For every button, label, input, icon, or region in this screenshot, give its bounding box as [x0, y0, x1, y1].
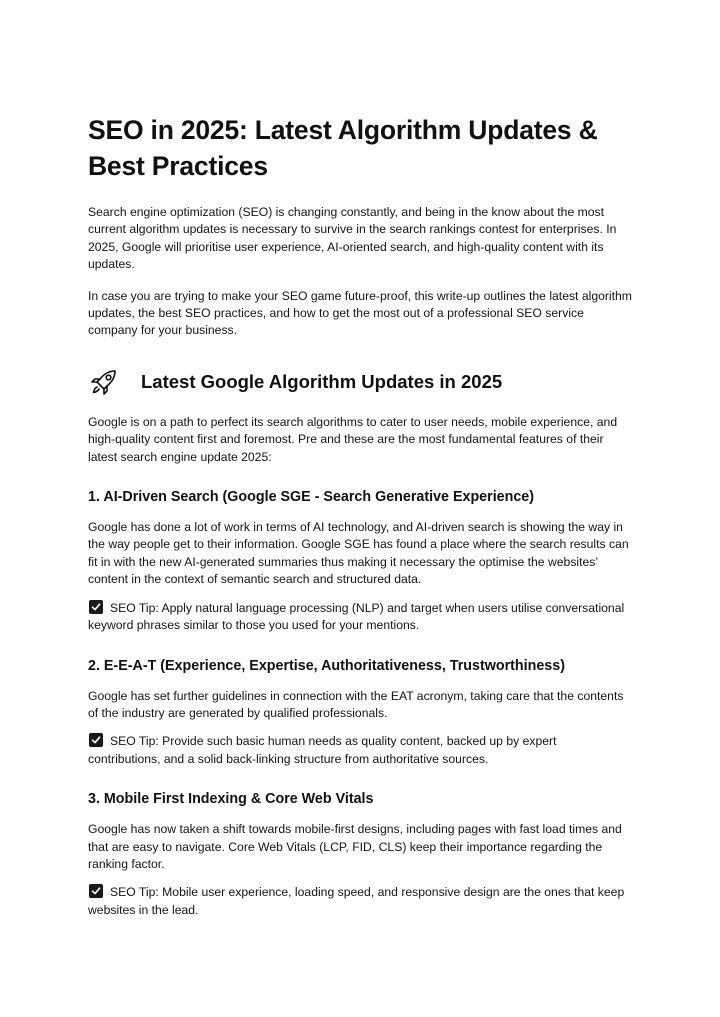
check-box-icon	[89, 884, 103, 898]
intro-paragraph-1: Search engine optimization (SEO) is changing constantly, and being in the know about the most current algorithm updates is necessary to survive in the search rankings contest for enterprises. In 2025, Google will prioritise user experience, AI-oriented search, and high-quality content with its updates.	[88, 205, 617, 272]
item-2-tip-text: SEO Tip: Provide such basic human needs as quality content, backed up by expert contributions, and a solid back-linking structure from authoritative sources.	[88, 734, 557, 766]
check-box-icon	[89, 600, 103, 614]
item-3-tip	[88, 884, 632, 919]
item-2-heading: 2. E-E-A-T (Experience, Expertise, Authoritativeness, Trustworthiness)	[88, 657, 565, 674]
rocket-icon	[89, 367, 119, 397]
intro-paragraph-2: In case you are trying to make your SEO game future-proof, this write-up outlines the latest algorithm updates, the best SEO practices, and how to get the most out of a professional SEO service company for your business.	[88, 288, 632, 338]
check-box-icon	[89, 733, 103, 747]
page-title: SEO in 2025: Latest Algorithm Updates & Best Practices	[88, 115, 598, 181]
section-heading: Latest Google Algorithm Updates in 2025	[141, 370, 503, 392]
item-1-tip	[88, 600, 632, 635]
item-3-body: Google has now taken a shift towards mobile-first designs, including pages with fast load times and that are easy to navigate. Core Web Vitals (LCP, FID, CLS) keep their importance regarding the ranking factor.	[88, 822, 622, 871]
section-intro: Google is on a path to perfect its search algorithms to cater to user needs, mobile experience, and high-quality content first and foremost. Pre and these are the most fundamental features of their latest search engine update 2025:	[88, 414, 618, 464]
section-heading-row	[88, 362, 632, 402]
item-3-tip-text: SEO Tip: Mobile user experience, loading speed, and responsive design are the ones that keep websites in the lead.	[88, 885, 625, 917]
item-1-tip-text: SEO Tip: Apply natural language processing (NLP) and target when users utilise conversational keyword phrases similar to those you used for your mentions.	[88, 600, 625, 633]
item-1-heading: 1. AI-Driven Search (Google SGE - Search Generative Experience)	[88, 489, 535, 506]
item-1-body: Google has done a lot of work in terms of AI technology, and AI-driven search is showing the way in the way people get to their information. Google SGE has found a place where the search results can fit in with the new AI-generated summaries thus making it necessary the optimise the websites’ content in the context of semantic search and structured data.	[88, 520, 629, 587]
item-2-tip	[88, 733, 632, 768]
item-3-heading: 3. Mobile First Indexing & Core Web Vitals	[88, 791, 374, 808]
item-2-body: Google has set further guidelines in connection with the EAT acronym, taking care that the contents of the industry are generated by qualified professionals.	[88, 688, 624, 720]
